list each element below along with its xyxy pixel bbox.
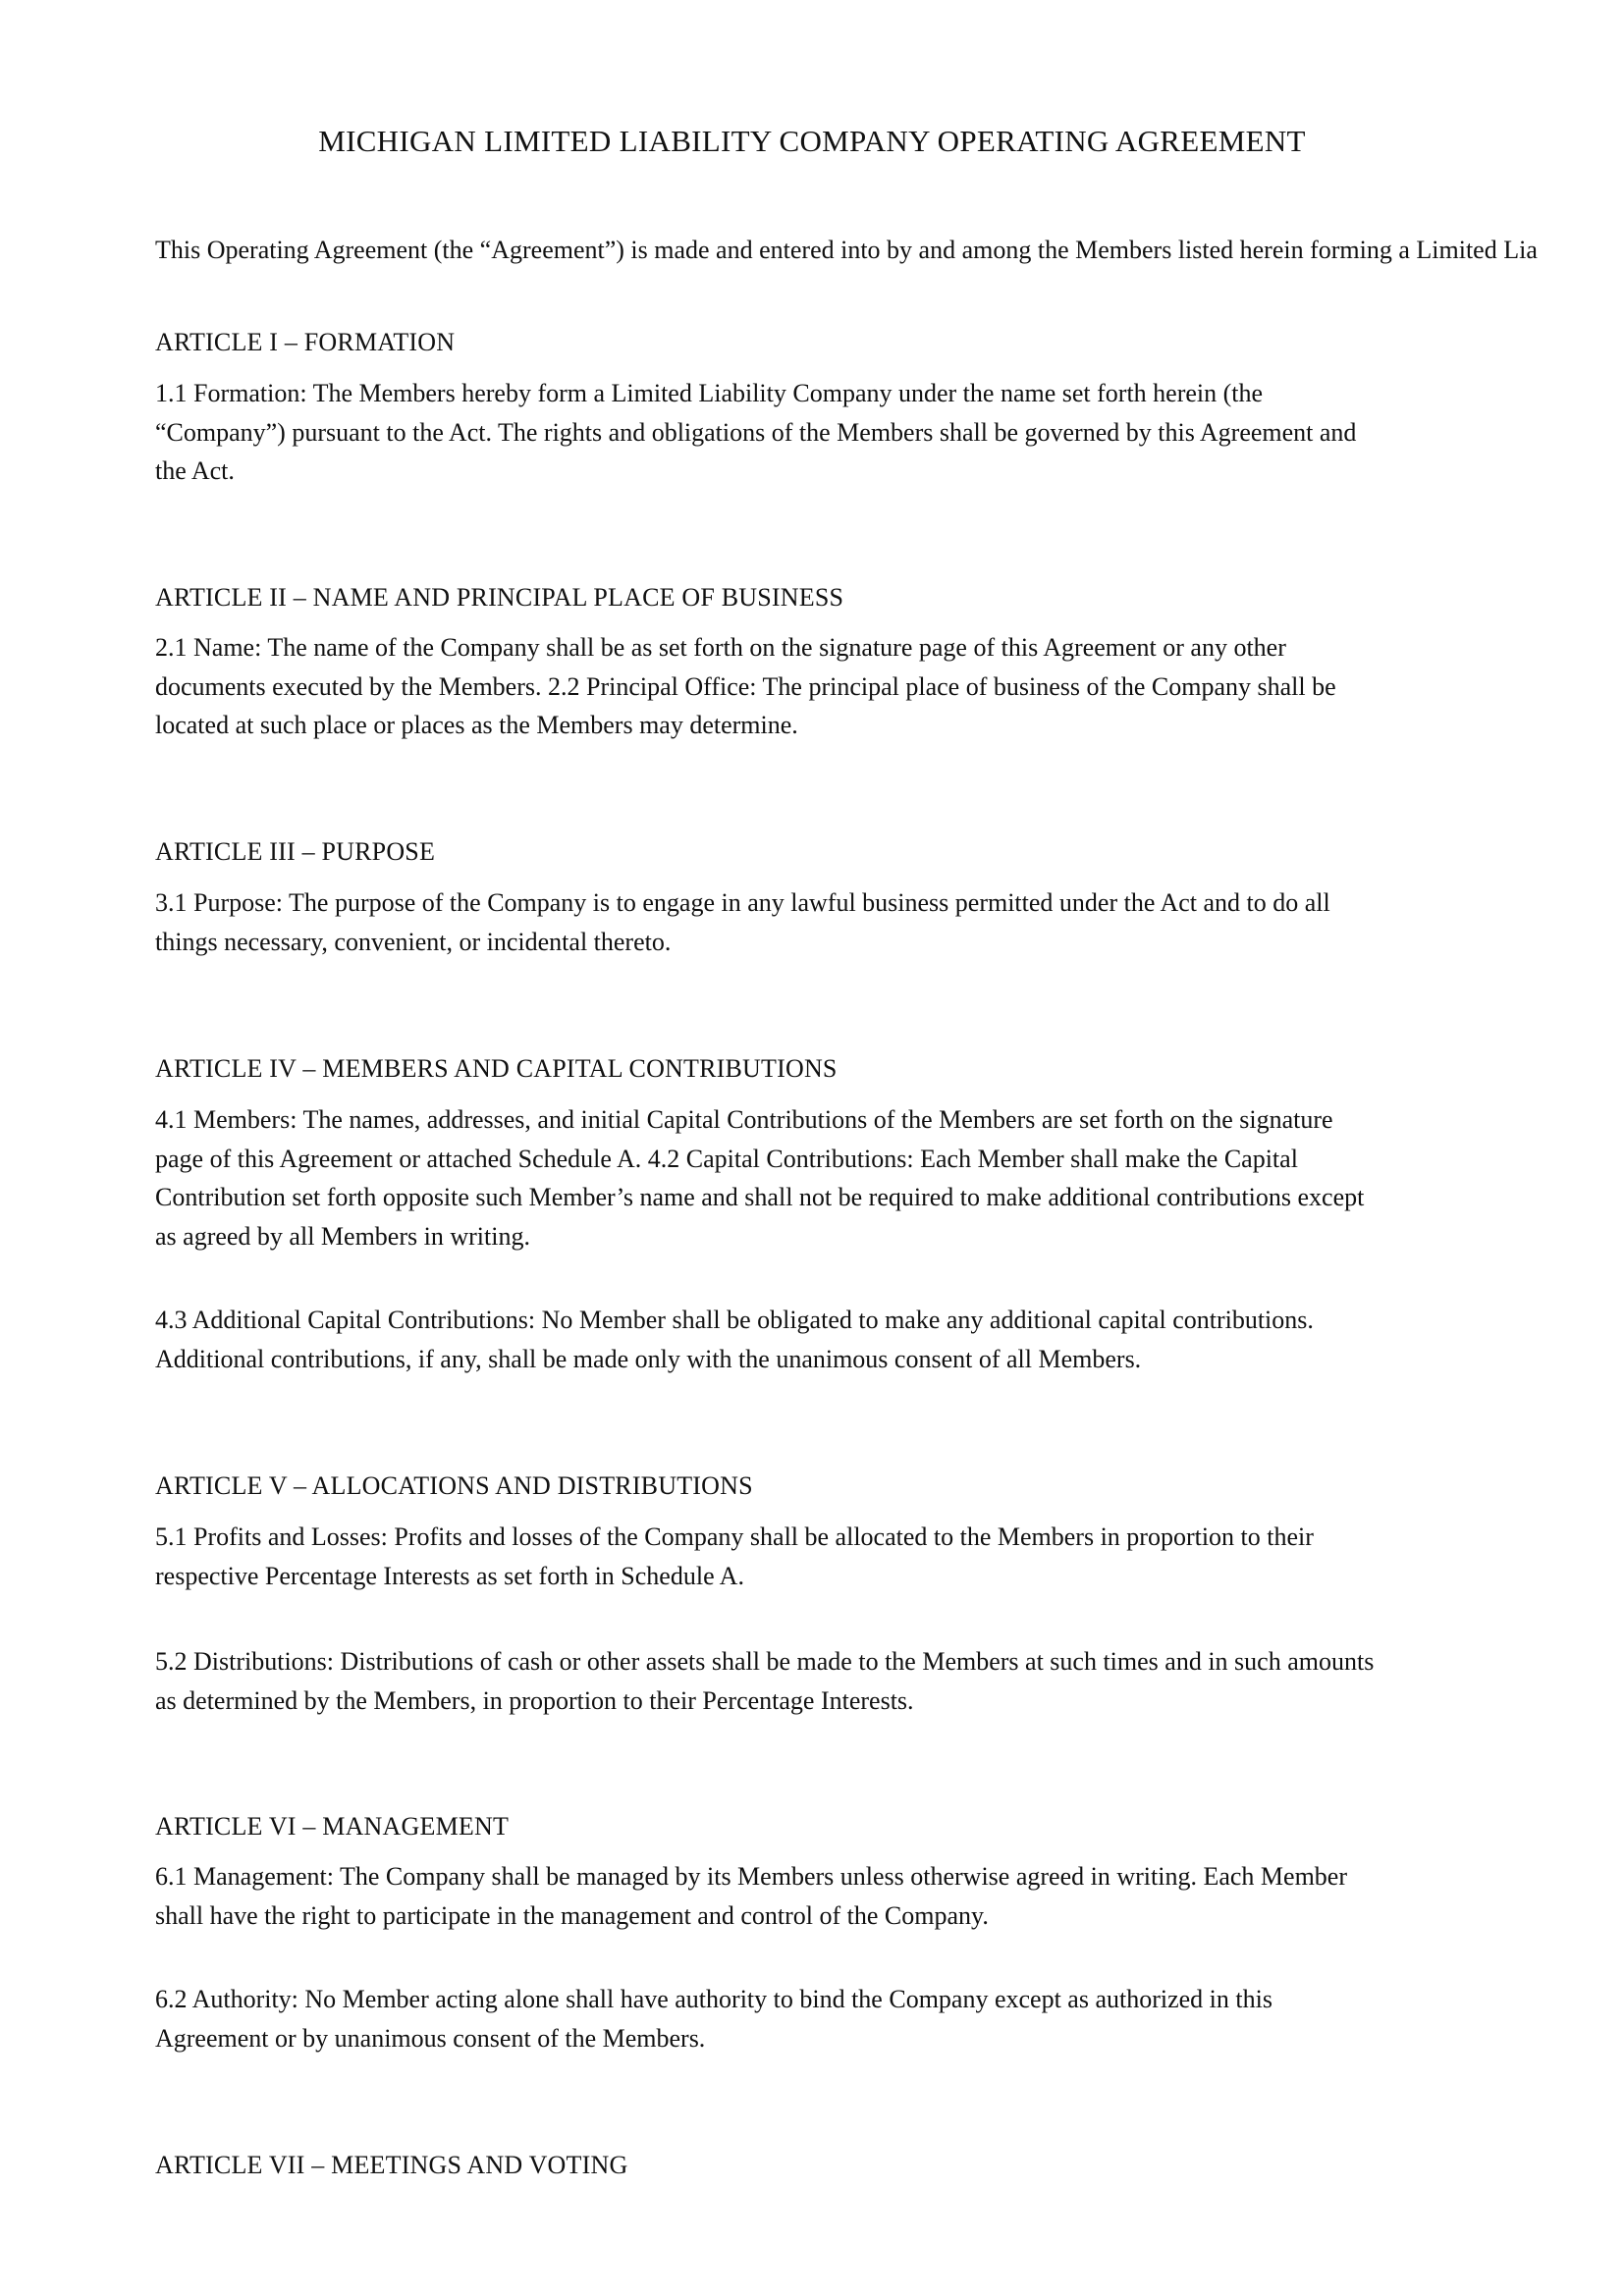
text-line: the Act. [155,456,235,486]
article-heading: ARTICLE III – PURPOSE [155,837,436,866]
text-line: page of this Agreement or attached Schedule A. 4.2 Capital Contributions: Each Member shall make the Capital [155,1144,1298,1173]
article-heading: ARTICLE VII – MEETINGS AND VOTING [155,2151,628,2179]
text-line: things necessary, convenient, or incidental thereto. [155,927,672,956]
text-line: shall have the right to participate in the management and control of the Company. [155,1900,989,1930]
text-line: located at such place or places as the Members may determine. [155,711,798,740]
paragraph-3-1 [155,883,1471,961]
intro-paragraph: This Operating Agreement (the “Agreement”) is made and entered into by and among the Members listed herein forming a Limited Lia [155,236,1538,264]
text-line: 6.1 Management: The Company shall be managed by its Members unless otherwise agreed in writing. Each Member [155,1862,1347,1891]
text-line: Additional contributions, if any, shall be made only with the unanimous consent of all Members. [155,1344,1142,1373]
text-line: 5.2 Distributions: Distributions of cash or other assets shall be made to the Members at such times and in such amounts [155,1647,1375,1676]
text-line: documents executed by the Members. 2.2 Principal Office: The principal place of business of the Company shall be [155,671,1336,701]
paragraph-1-1 [155,374,1471,491]
text-line: 5.1 Profits and Losses: Profits and losses of the Company shall be allocated to the Members in proportion to their [155,1522,1314,1551]
text-line: as determined by the Members, in proportion to their Percentage Interests. [155,1685,914,1715]
text-line: 6.2 Authority: No Member acting alone shall have authority to bind the Company except as authorized in this [155,1985,1272,2013]
text-line: Contribution set forth opposite such Member’s name and shall not be required to make additional contributions except [155,1183,1365,1212]
text-line: as agreed by all Members in writing. [155,1222,530,1252]
paragraph-6-2 [155,1980,1471,2057]
paragraph-4-3 [155,1301,1471,1378]
text-line: 4.1 Members: The names, addresses, and initial Capital Contributions of the Members are set forth on the signature [155,1105,1333,1134]
paragraph-5-1 [155,1518,1471,1595]
text-line: Agreement or by unanimous consent of the Members. [155,2023,706,2053]
text-line: 4.3 Additional Capital Contributions: No Member shall be obligated to make any additional capital contributions. [155,1306,1314,1334]
document-title: MICHIGAN LIMITED LIABILITY COMPANY OPERATING AGREEMENT [318,124,1306,158]
paragraph-4-1 [155,1100,1471,1256]
text-line: 3.1 Purpose: The purpose of the Company is to engage in any lawful business permitted under the Act and to do all [155,888,1330,917]
text-line: 2.1 Name: The name of the Company shall be as set forth on the signature page of this Agreement or any other [155,633,1286,662]
paragraph-2-1 [155,628,1471,745]
paragraph-5-2 [155,1642,1471,1720]
text-line: “Company”) pursuant to the Act. The rights and obligations of the Members shall be governed by this Agreement and [155,417,1357,447]
text-line: respective Percentage Interests as set forth in Schedule A. [155,1561,744,1590]
article-heading: ARTICLE I – FORMATION [155,328,456,356]
article-heading: ARTICLE II – NAME AND PRINCIPAL PLACE OF BUSINESS [155,583,844,612]
article-heading: ARTICLE V – ALLOCATIONS AND DISTRIBUTIONS [155,1471,753,1500]
text-line: 1.1 Formation: The Members hereby form a Limited Liability Company under the name set forth herein (the [155,379,1264,407]
paragraph-6-1 [155,1857,1471,1935]
article-heading: ARTICLE VI – MANAGEMENT [155,1812,510,1841]
article-heading: ARTICLE IV – MEMBERS AND CAPITAL CONTRIBUTIONS [155,1054,838,1083]
